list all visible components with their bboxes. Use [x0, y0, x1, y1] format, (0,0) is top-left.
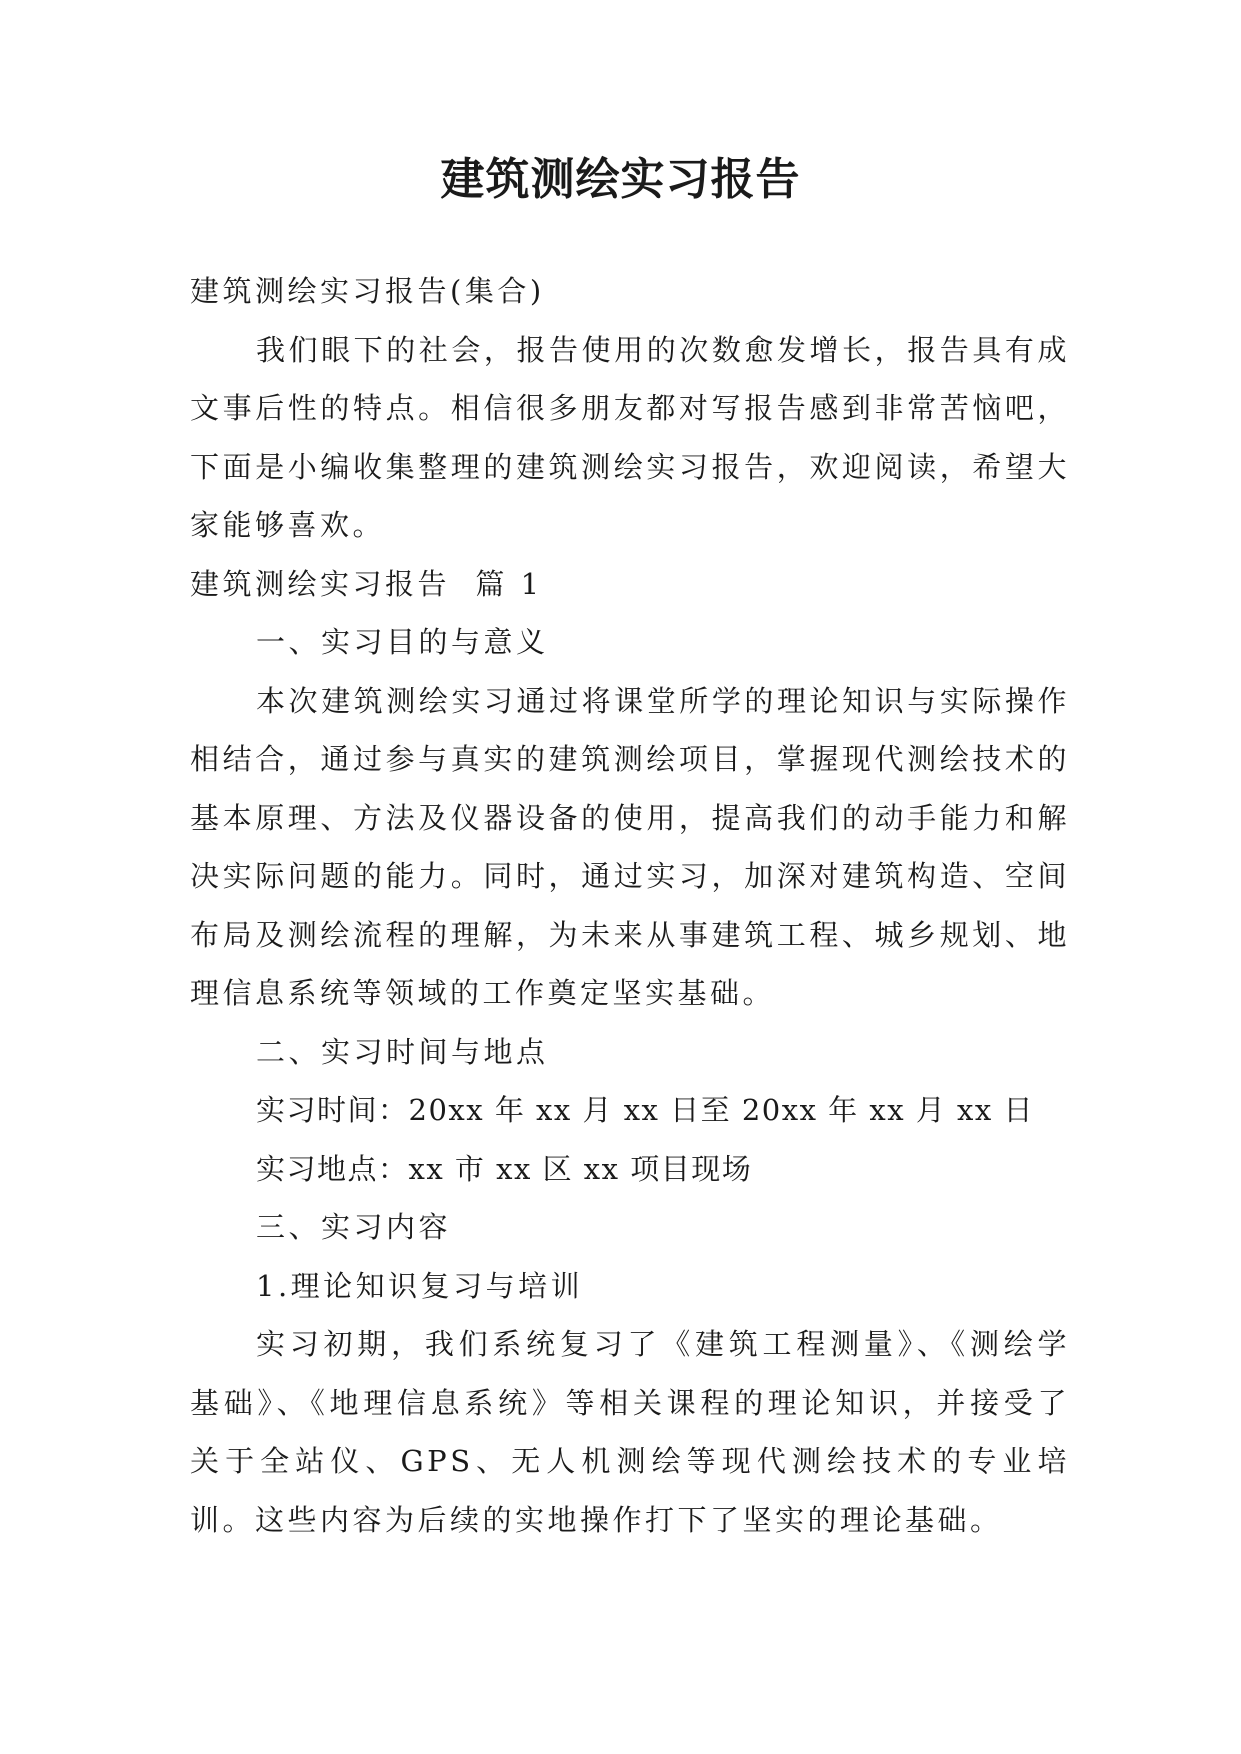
document-body: [190, 262, 1070, 1549]
theory-training-paragraph: 实习初期，我们系统复习了《建筑工程测量》、《测绘学基础》、《地理信息系统》等相关课程的理论知识，并接受了关于全站仪、GPS、无人机测绘等现代测绘技术的专业培训。这些内容为后续的实地操作打下了坚实的理论基础。: [190, 1327, 1070, 1537]
internship-place: 实习地点：xx 市 xx 区 xx 项目现场: [256, 1151, 753, 1186]
subheading-theory-training: 1.理论知识复习与培训: [256, 1268, 584, 1303]
intro-paragraph: 我们眼下的社会，报告使用的次数愈发增长，报告具有成文事后性的特点。相信很多朋友都对写报告感到非常苦恼吧，下面是小编收集整理的建筑测绘实习报告，欢迎阅读，希望大家能够喜欢。: [190, 332, 1070, 542]
heading-purpose: 一、实习目的与意义: [256, 625, 549, 659]
section-heading-part-1: 建筑测绘实习报告 篇 1: [190, 566, 543, 601]
heading-time-place: 二、实习时间与地点: [256, 1034, 549, 1069]
internship-time: 实习时间：20xx 年 xx 月 xx 日至 20xx 年 xx 月 xx 日: [256, 1093, 1034, 1127]
heading-content: 三、实习内容: [256, 1210, 452, 1244]
purpose-paragraph: 本次建筑测绘实习通过将课堂所学的理论知识与实际操作相结合，通过参与真实的建筑测绘项目，掌握现代测绘技术的基本原理、方法及仪器设备的使用，提高我们的动手能力和解决实际问题的能力。同时，通过实习，加深对建筑构造、空间布局及测绘流程的理解，为未来从事建筑工程、城乡规划、地理信息系统等领域的工作奠定坚实基础。: [190, 683, 1070, 1010]
subtitle-line: 建筑测绘实习报告(集合): [190, 274, 545, 308]
document-title: 建筑测绘实习报告: [440, 154, 801, 205]
